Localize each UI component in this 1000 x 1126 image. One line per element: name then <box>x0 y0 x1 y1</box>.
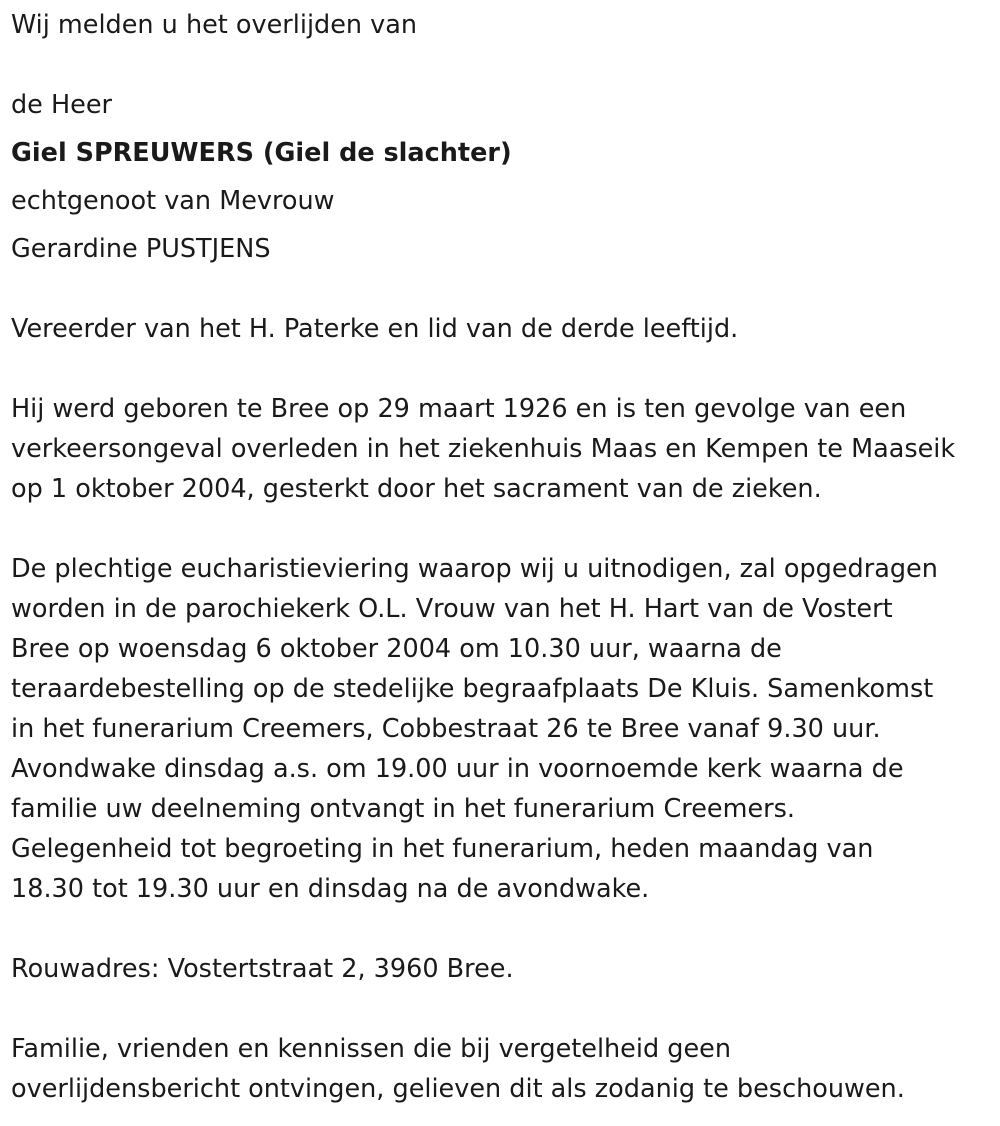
paragraph-line: De plechtige eucharistieviering waarop wij u uitnodigen, zal opgedragen <box>11 554 938 584</box>
mourning-address: Rouwadres: Vostertstraat 2, 3960 Bree. <box>11 954 514 984</box>
paragraph-line: 18.30 tot 19.30 uur en dinsdag na de avondwake. <box>11 874 650 904</box>
paragraph-line: overlijdensbericht ontvingen, gelieven dit als zodanig te beschouwen. <box>11 1074 905 1104</box>
paragraph-line: Familie, vrienden en kennissen die bij vergetelheid geen <box>11 1034 731 1064</box>
paragraph-line: verkeersongeval overleden in het ziekenhuis Maas en Kempen te Maaseik <box>11 434 956 464</box>
paragraph-line: Gelegenheid tot begroeting in het funerarium, heden maandag van <box>11 834 874 864</box>
title-prefix: de Heer <box>11 90 113 120</box>
paragraph-line: Avondwake dinsdag a.s. om 19.00 uur in voornoemde kerk waarna de <box>11 754 904 784</box>
paragraph-line: Bree op woensdag 6 oktober 2004 om 10.30 uur, waarna de <box>11 634 782 664</box>
spouse-label: echtgenoot van Mevrouw <box>11 186 335 216</box>
paragraph-line: in het funerarium Creemers, Cobbestraat 26 te Bree vanaf 9.30 uur. <box>11 714 881 744</box>
deceased-name: Giel SPREUWERS (Giel de slachter) <box>11 138 512 168</box>
paragraph-line: worden in de parochiekerk O.L. Vrouw van het H. Hart van de Vostert <box>11 594 893 624</box>
paragraph-line: familie uw deelneming ontvangt in het funerarium Creemers. <box>11 794 796 824</box>
intro-text: Wij melden u het overlijden van <box>11 10 418 40</box>
paragraph-line: op 1 oktober 2004, gesterkt door het sacrament van de zieken. <box>11 474 822 504</box>
paragraph-line: Hij werd geboren te Bree op 29 maart 1926 en is ten gevolge van een <box>11 394 907 424</box>
affiliation-text: Vereerder van het H. Paterke en lid van de derde leeftijd. <box>11 314 739 344</box>
spouse-name: Gerardine PUSTJENS <box>11 234 271 264</box>
paragraph-line: teraardebestelling op de stedelijke begraafplaats De Kluis. Samenkomst <box>11 674 934 704</box>
